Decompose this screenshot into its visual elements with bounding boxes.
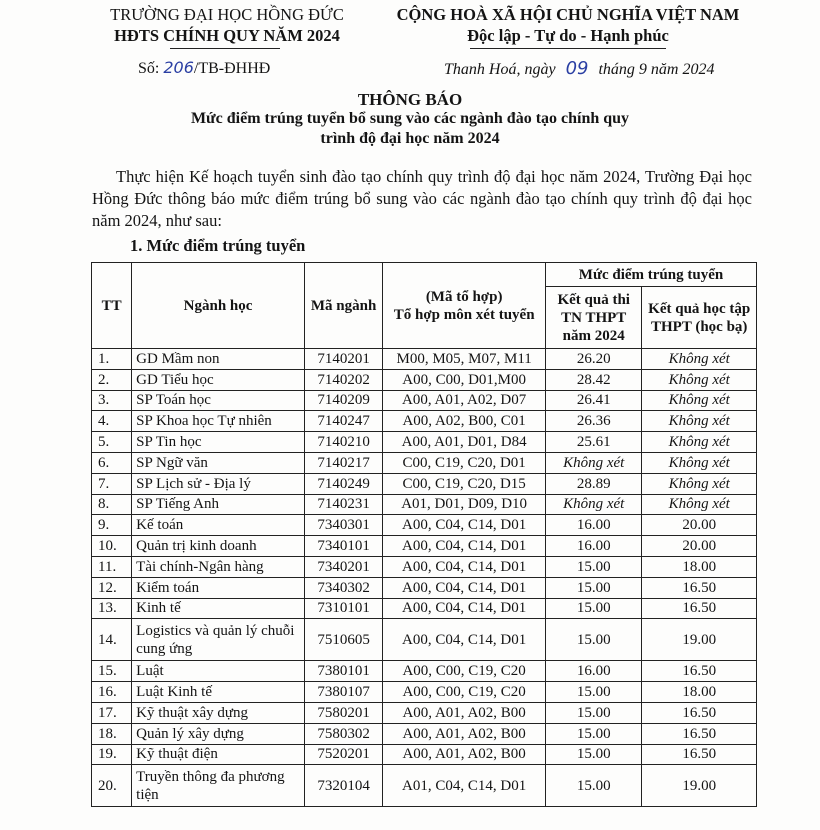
table-row — [92, 744, 757, 765]
table-row — [92, 619, 757, 661]
cell-tohop: A00, A01, A02, B00 — [383, 723, 546, 744]
cell-tohop: A00, C00, C19, C20 — [383, 682, 546, 703]
table-row — [92, 349, 757, 370]
cell-tohop: A00, C04, C14, D01 — [383, 598, 546, 619]
cell-hocba: 18.00 — [642, 682, 757, 703]
header-tohop-code: (Mã tổ hợp) — [425, 288, 503, 305]
header-thpt: Kết quả thi TN THPT năm 2024 — [546, 287, 642, 349]
header-nganh: Ngành học — [132, 263, 305, 349]
cell-tohop: A00, A01, A02, D07 — [383, 390, 546, 411]
cell-tt: 6. — [92, 452, 132, 473]
table-row — [92, 661, 757, 682]
header-tohop — [383, 263, 546, 349]
cell-thpt: 15.00 — [546, 598, 642, 619]
date-day: 09 — [565, 58, 589, 79]
cell-tohop: A00, C04, C14, D01 — [383, 577, 546, 598]
cell-tohop: A00, C04, C14, D01 — [383, 619, 546, 661]
cell-nganh: SP Tiếng Anh — [132, 494, 305, 515]
motto-underline — [470, 48, 666, 49]
cell-nganh: Luật Kinh tế — [132, 682, 305, 703]
table-row — [92, 765, 757, 807]
cell-hocba: Không xét — [642, 349, 757, 370]
cell-tohop: A00, C04, C14, D01 — [383, 536, 546, 557]
cell-ma: 7140209 — [304, 390, 382, 411]
cell-tt: 14. — [92, 619, 132, 661]
cell-thpt: 15.00 — [546, 577, 642, 598]
cell-nganh: Kế toán — [132, 515, 305, 536]
header-tohop-label: Tổ hợp môn xét tuyển — [393, 306, 535, 323]
cell-nganh: GD Tiểu học — [132, 369, 305, 390]
cell-tohop: A00, C00, D01,M00 — [383, 369, 546, 390]
table-row — [92, 494, 757, 515]
cell-hocba: Không xét — [642, 494, 757, 515]
council-name: HĐTS CHÍNH QUY NĂM 2024 — [114, 26, 340, 45]
cell-thpt: 25.61 — [546, 432, 642, 453]
cell-hocba: 16.50 — [642, 598, 757, 619]
cell-hocba: Không xét — [642, 452, 757, 473]
cell-tohop: A00, A01, A02, B00 — [383, 744, 546, 765]
cell-thpt: 15.00 — [546, 619, 642, 661]
cell-hocba: Không xét — [642, 473, 757, 494]
cell-ma: 7380101 — [304, 661, 382, 682]
cell-hocba: 18.00 — [642, 556, 757, 577]
cell-tt: 8. — [92, 494, 132, 515]
cell-tohop: A01, C04, C14, D01 — [383, 765, 546, 807]
cell-nganh: Logistics và quản lý chuỗi cung ứng — [132, 619, 305, 661]
cell-ma: 7310101 — [304, 598, 382, 619]
cell-tohop: A01, D01, D09, D10 — [383, 494, 546, 515]
cell-hocba: 16.50 — [642, 702, 757, 723]
cell-thpt: 15.00 — [546, 682, 642, 703]
cell-nganh: Kiểm toán — [132, 577, 305, 598]
cell-tt: 4. — [92, 411, 132, 432]
date-suffix: tháng 9 năm 2024 — [598, 61, 715, 78]
header-ma: Mã ngành — [304, 263, 382, 349]
table-row — [92, 432, 757, 453]
cell-nganh: Kinh tế — [132, 598, 305, 619]
table-row — [92, 723, 757, 744]
cell-ma: 7140247 — [304, 411, 382, 432]
cell-ma: 7580201 — [304, 702, 382, 723]
cell-tohop: A00, A01, A02, B00 — [383, 702, 546, 723]
table-row — [92, 390, 757, 411]
table-row — [92, 577, 757, 598]
cell-ma: 7140249 — [304, 473, 382, 494]
cell-tt: 13. — [92, 598, 132, 619]
cell-nganh: SP Tin học — [132, 432, 305, 453]
cell-thpt: 15.00 — [546, 765, 642, 807]
cell-tt: 18. — [92, 723, 132, 744]
cell-ma: 7140217 — [304, 452, 382, 473]
national-header — [372, 4, 764, 46]
cell-nganh: Luật — [132, 661, 305, 682]
cell-tohop: A00, C00, C19, C20 — [383, 661, 546, 682]
cell-tt: 12. — [92, 577, 132, 598]
cell-thpt: 26.36 — [546, 411, 642, 432]
so-label: Số: — [138, 60, 160, 77]
cell-hocba: 20.00 — [642, 536, 757, 557]
issuer-underline — [170, 48, 280, 49]
motto: Độc lập - Tự do - Hạnh phúc — [467, 26, 669, 45]
cell-hocba: Không xét — [642, 432, 757, 453]
document-number — [138, 58, 270, 78]
issuer-block — [92, 4, 362, 46]
cell-nganh: SP Lịch sử - Địa lý — [132, 473, 305, 494]
cell-hocba: Không xét — [642, 369, 757, 390]
cell-hocba: Không xét — [642, 390, 757, 411]
cell-thpt: 26.20 — [546, 349, 642, 370]
header-tt: TT — [92, 263, 132, 349]
cell-ma: 7380107 — [304, 682, 382, 703]
cell-hocba: 20.00 — [642, 515, 757, 536]
table-row — [92, 515, 757, 536]
document-date — [444, 58, 714, 79]
cell-thpt: 15.00 — [546, 744, 642, 765]
date-prefix: Thanh Hoá, ngày — [444, 61, 556, 78]
cell-thpt: 15.00 — [546, 702, 642, 723]
cell-ma: 7340302 — [304, 577, 382, 598]
cell-tt: 16. — [92, 682, 132, 703]
cell-ma: 7140202 — [304, 369, 382, 390]
so-suffix: /TB-ĐHHĐ — [193, 60, 271, 77]
cell-nganh: Truyền thông đa phương tiện — [132, 765, 305, 807]
cell-hocba: 16.50 — [642, 723, 757, 744]
table-row — [92, 369, 757, 390]
cell-tt: 20. — [92, 765, 132, 807]
cell-tt: 10. — [92, 536, 132, 557]
cell-tohop: M00, M05, M07, M11 — [383, 349, 546, 370]
cell-tt: 11. — [92, 556, 132, 577]
cell-tt: 2. — [92, 369, 132, 390]
cell-thpt: 28.42 — [546, 369, 642, 390]
cell-nganh: SP Toán học — [132, 390, 305, 411]
republic-title: CỘNG HOÀ XÃ HỘI CHỦ NGHĨA VIỆT NAM — [396, 5, 740, 24]
cell-nganh: Quản lý xây dựng — [132, 723, 305, 744]
header-score-group: Mức điểm trúng tuyển — [546, 263, 757, 287]
cell-thpt: 15.00 — [546, 723, 642, 744]
cell-thpt: 26.41 — [546, 390, 642, 411]
cell-tt: 17. — [92, 702, 132, 723]
cell-thpt: Không xét — [546, 494, 642, 515]
cell-hocba: Không xét — [642, 411, 757, 432]
cell-ma: 7340201 — [304, 556, 382, 577]
table-row — [92, 411, 757, 432]
cell-thpt: Không xét — [546, 452, 642, 473]
cell-ma: 7140201 — [304, 349, 382, 370]
cell-hocba: 19.00 — [642, 765, 757, 807]
cell-tt: 3. — [92, 390, 132, 411]
cell-ma: 7140231 — [304, 494, 382, 515]
cell-tt: 19. — [92, 744, 132, 765]
cell-nganh: SP Ngữ văn — [132, 452, 305, 473]
notice-subtitle-2: trình độ đại học năm 2024 — [320, 130, 500, 147]
cell-thpt: 16.00 — [546, 515, 642, 536]
table-row — [92, 536, 757, 557]
table-row — [92, 702, 757, 723]
cell-tohop: C00, C19, C20, D01 — [383, 452, 546, 473]
cell-nganh: Kỹ thuật điện — [132, 744, 305, 765]
table-row — [92, 682, 757, 703]
cell-ma: 7520201 — [304, 744, 382, 765]
cell-ma: 7140210 — [304, 432, 382, 453]
cell-nganh: Quản trị kinh doanh — [132, 536, 305, 557]
cell-ma: 7320104 — [304, 765, 382, 807]
cell-nganh: Kỹ thuật xây dựng — [132, 702, 305, 723]
so-number: 206 — [163, 58, 194, 77]
cell-nganh: SP Khoa học Tự nhiên — [132, 411, 305, 432]
cell-thpt: 16.00 — [546, 661, 642, 682]
cell-tt: 5. — [92, 432, 132, 453]
cell-tt: 9. — [92, 515, 132, 536]
cell-tohop: A00, A02, B00, C01 — [383, 411, 546, 432]
cell-ma: 7510605 — [304, 619, 382, 661]
cell-hocba: 16.50 — [642, 577, 757, 598]
cell-tt: 7. — [92, 473, 132, 494]
school-name: TRƯỜNG ĐẠI HỌC HỒNG ĐỨC — [110, 5, 344, 24]
cell-thpt: 15.00 — [546, 556, 642, 577]
cell-ma: 7580302 — [304, 723, 382, 744]
notice-subtitle-1: Mức điểm trúng tuyển bổ sung vào các ngành đào tạo chính quy — [190, 110, 630, 127]
cell-nganh: GD Mầm non — [132, 349, 305, 370]
cell-hocba: 16.50 — [642, 744, 757, 765]
table-row — [92, 473, 757, 494]
cell-tt: 1. — [92, 349, 132, 370]
cell-thpt: 28.89 — [546, 473, 642, 494]
cell-thpt: 16.00 — [546, 536, 642, 557]
cell-tt: 15. — [92, 661, 132, 682]
cell-tohop: C00, C19, C20, D15 — [383, 473, 546, 494]
cell-hocba: 19.00 — [642, 619, 757, 661]
cell-tohop: A00, C04, C14, D01 — [383, 515, 546, 536]
intro-paragraph: Thực hiện Kế hoạch tuyển sinh đào tạo chính quy trình độ đại học năm 2024, Trường Đại học Hồng Đức thông báo mức điểm trúng bổ sung vào các ngành đào tạo chính quy trình độ đại học năm 2024, như sau: — [92, 167, 752, 230]
header-hocba: Kết quả học tập THPT (học bạ) — [642, 287, 757, 349]
notice-title: THÔNG BÁO — [357, 90, 463, 109]
cell-hocba: 16.50 — [642, 661, 757, 682]
cell-tohop: A00, A01, D01, D84 — [383, 432, 546, 453]
table-row — [92, 598, 757, 619]
table-row — [92, 452, 757, 473]
section-heading: 1. Mức điểm trúng tuyển — [130, 236, 306, 255]
cell-tohop: A00, C04, C14, D01 — [383, 556, 546, 577]
score-table — [91, 262, 757, 807]
cell-ma: 7340301 — [304, 515, 382, 536]
table-row — [92, 556, 757, 577]
cell-nganh: Tài chính-Ngân hàng — [132, 556, 305, 577]
cell-ma: 7340101 — [304, 536, 382, 557]
